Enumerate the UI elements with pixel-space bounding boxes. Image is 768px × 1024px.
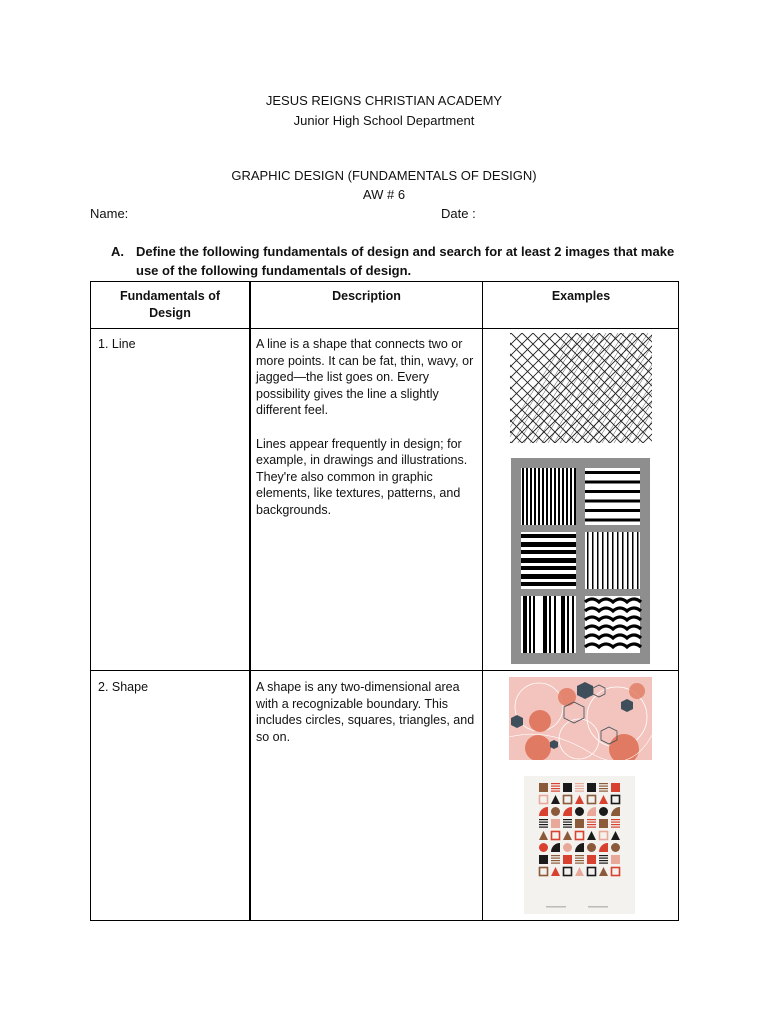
date-label: Date :	[441, 206, 476, 221]
name-label: Name:	[90, 206, 129, 221]
table-rule	[90, 920, 679, 921]
subject-title: GRAPHIC DESIGN (FUNDAMENTALS OF DESIGN)	[231, 168, 537, 183]
crosshatch-lines-image	[510, 333, 652, 443]
table-rule	[90, 281, 679, 282]
column-header-fundamentals: Fundamentals of Design	[119, 289, 220, 320]
pink-shapes-pattern-image	[509, 677, 652, 760]
description-shape	[256, 679, 478, 745]
table-rule	[678, 281, 679, 921]
school-name: JESUS REIGNS CHRISTIAN ACADEMY	[265, 93, 503, 108]
term-shape: 2. Shape	[98, 680, 149, 694]
description-paragraph: A shape is any two-dimensional area with a recognizable boundary. This includes circles, squares, triangles, and so on.	[256, 680, 475, 744]
column-header-description: Description	[332, 289, 401, 303]
description-paragraph: Lines appear frequently in design; for example, in drawings and illustrations. They're also common in graphic elements, like textures, patterns, and backgrounds.	[256, 436, 468, 517]
line-patterns-grid-image	[511, 458, 650, 664]
geometric-shapes-poster-image	[524, 776, 635, 914]
table-rule	[482, 281, 483, 921]
table-rule	[90, 328, 679, 329]
department-name: Junior High School Department	[293, 113, 475, 128]
description-paragraph: A line is a shape that connects two or more points. It can be fat, thin, wavy, or jagged—the list goes on. Every possibility gives the line a slightly different feel.	[256, 337, 474, 417]
table-rule	[249, 281, 251, 921]
column-header-examples: Examples	[551, 289, 611, 303]
table-rule	[90, 281, 91, 921]
instruction-text: Define the following fundamentals of design and search for at least 2 images that make use of the following fundamentals of design.	[136, 244, 675, 278]
term-line: 1. Line	[98, 337, 136, 351]
description-line	[256, 336, 478, 518]
activity-number: AW # 6	[362, 187, 406, 202]
instruction-letter: A.	[111, 244, 124, 259]
table-rule	[90, 670, 679, 671]
